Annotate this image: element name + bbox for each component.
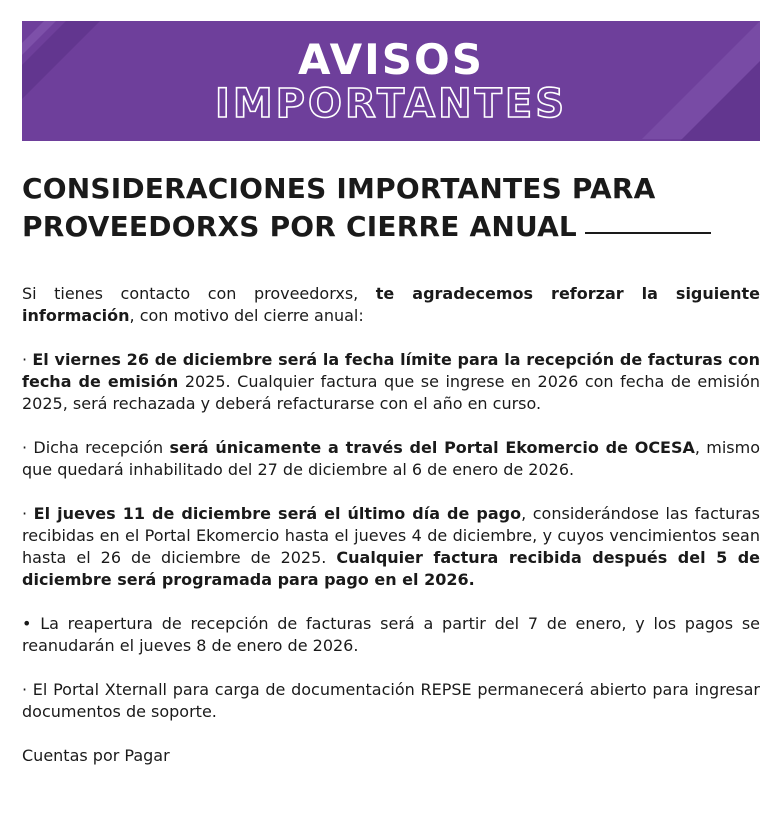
notice-item-5: · El Portal Xternall para carga de documentación REPSE permanecerá abierto para ingresar documentos de soporte. [22,680,760,721]
intro-paragraph [22,283,760,327]
item3-bold: El jueves 11 de diciembre será el último día de pago [33,504,522,523]
item2-text-end: , mismo que quedará inhabilitado del 27 de diciembre al 6 de enero de 2026. [22,438,760,479]
banner-title [22,37,760,125]
heading-line-2: PROVEEDORXS POR CIERRE ANUAL [22,210,577,243]
notice-body [22,283,760,789]
bullet-3: · [22,504,34,523]
item2-bold: será únicamente a través del Portal Ekomercio de OCESA [169,438,695,457]
heading-line-1: CONSIDERACIONES IMPORTANTES PARA [22,172,656,205]
notice-item-3 [22,503,760,591]
banner-title-importantes: IMPORTANTES [214,81,568,127]
signature: Cuentas por Pagar [22,746,170,765]
item3-text: , considerándose las facturas recibidas en el Portal Ekomercio hasta el jueves 4 de diciembre, y cuyos vencimientos sean hasta el 26 de diciembre de 2025. [22,504,761,567]
notice-item-4: • La reapertura de recepción de facturas será a partir del 7 de enero, y los pagos se reanudarán el jueves 8 de enero de 2026. [22,614,760,655]
item3-bold-end: Cualquier factura recibida después del 5 de diciembre será programada para pago en el 2026. [22,548,761,589]
heading-underline-rule [585,232,711,234]
announcement-banner [22,21,760,141]
item1-text: 2025. Cualquier factura que se ingrese en 2026 con fecha de emisión 2025, será rechazada y deberá refacturarse con el año en curso. [22,372,761,413]
item2-text: · Dicha recepción [22,438,170,457]
intro-bold: te agradecemos reforzar la siguiente información [22,284,760,325]
intro-text: Si tienes contacto con proveedorxs, [22,284,376,303]
notice-item-1 [22,349,760,415]
intro-text-end: , con motivo del cierre anual: [129,306,364,325]
page-heading [22,170,762,246]
bullet-1: · [22,350,33,369]
item1-bold: El viernes 26 de diciembre será la fecha límite para la recepción de facturas con fecha de emisión [22,350,761,391]
banner-title-avisos: AVISOS [298,35,484,84]
notice-item-2 [22,437,760,481]
